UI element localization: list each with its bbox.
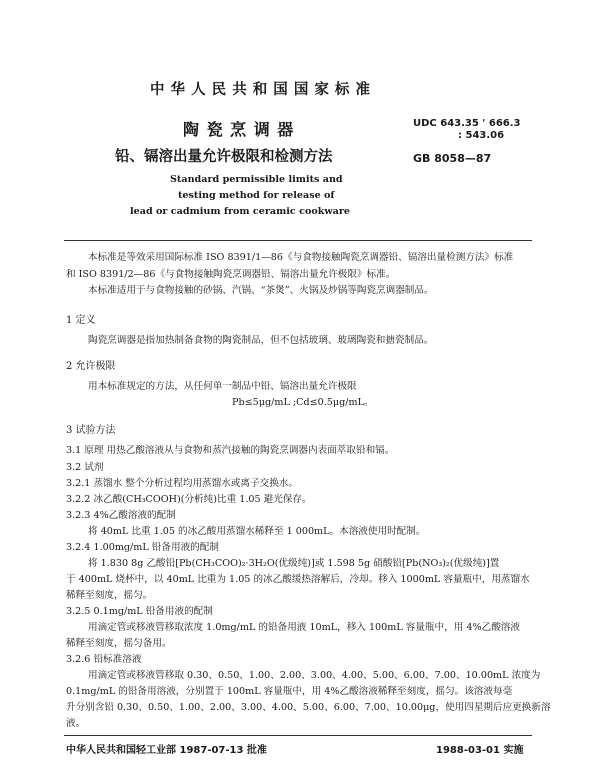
section-text: 用本标准规定的方法，从任何单一制品中铅、镉溶出量允许极限 bbox=[88, 381, 357, 392]
clause-text: 升分别含铅 0.30、0.50、1.00、2.00、3.00、4.00、5.00、6.00、7.00、10.00μg，使用四星期后应更换新溶 bbox=[66, 702, 551, 713]
clause-text: 于 400mL 烧杯中，以 40mL 比重为 1.05 的冰乙酸缓热溶解后，冷却。移入 1000mL 容量瓶中，用蒸馏水 bbox=[66, 574, 530, 585]
limit-formula: Pb≤5μg/mL ;Cd≤0.5μg/mL。 bbox=[232, 397, 374, 408]
clause-text: 稀释至刻度，摇匀。 bbox=[66, 590, 153, 601]
english-title-1: Standard permissible limits and bbox=[170, 174, 343, 185]
header-divider bbox=[64, 240, 532, 241]
approval-line: 中华人民共和国轻工业部 1987-07-13 批准 bbox=[66, 745, 267, 756]
clause-text: 液。 bbox=[66, 718, 86, 729]
clause-text: 将 40mL 比重 1.05 的冰乙酸用蒸馏水稀释至 1 000mL。本溶液使用时配制。 bbox=[88, 526, 426, 537]
intro-paragraph-line: 和 ISO 8391/2—86《与食物接触陶瓷烹调器铅、镉溶出量允许极限》标准。 bbox=[66, 269, 396, 280]
clause-text: 稀释至刻度，摇匀备用。 bbox=[66, 638, 172, 649]
section-heading: 3 试验方法 bbox=[66, 425, 116, 436]
clause-text: 0.1mg/mL 的铅备用溶液，分别置于 100mL 容量瓶中，用 4%乙酸溶液稀释至刻度，摇匀。该溶液每毫 bbox=[66, 686, 513, 697]
clause-text: 用滴定管或移液管移取 0.30、0.50、1.00、2.00、3.00、4.00、5.00、6.00、7.00、10.00mL 浓度为 bbox=[88, 670, 541, 681]
clause-3-2-6: 3.2.6 铅标准溶液 bbox=[66, 654, 142, 665]
section-text: 陶瓷烹调器是指加热制备食物的陶瓷制品，但不包括玻璃、玻璃陶瓷和搪瓷制品。 bbox=[88, 335, 434, 346]
clause-text: 将 1.830 8g 乙酸铅[Pb(CH₃COO)₂·3H₂O(优级纯)]或 1.598 5g 硝酸铅[Pb(NO₃)₂(优级纯)]置 bbox=[88, 558, 500, 569]
clause-3-2-4: 3.2.4 1.00mg/mL 铅备用液的配制 bbox=[66, 542, 219, 553]
english-title-2: testing method for release of bbox=[178, 190, 335, 201]
implementation-date: 1988-03-01 实施 bbox=[436, 745, 524, 756]
footer-divider bbox=[64, 735, 532, 736]
intro-paragraph-line: 本标准是等效采用国际标准 ISO 8391/1—86《与食物接触陶瓷烹调器铅、镉溶出量检测方法》标准 bbox=[88, 252, 514, 263]
document-subtitle: 铅、镉溶出量允许极限和检测方法 bbox=[115, 149, 333, 165]
clause-text: 用滴定管或移液管移取浓度 1.0mg/mL 的铅备用液 10mL，移入 100mL 容量瓶中，用 4%乙酸溶液 bbox=[88, 622, 520, 633]
scope-paragraph: 本标准适用于与食物接触的砂锅、汽锅、“茶煲”、火锅及炒锅等陶瓷烹调器制品。 bbox=[88, 285, 434, 296]
clause-3-2: 3.2 试剂 bbox=[66, 462, 104, 473]
section-heading: 2 允许极限 bbox=[66, 361, 116, 372]
clause-3-2-2: 3.2.2 冰乙酸(CH₃COOH)(分析纯)比重 1.05 避光保存。 bbox=[66, 494, 312, 505]
udc-code: UDC 643.35 ' 666.3 bbox=[413, 118, 521, 129]
gb-code: GB 8058—87 bbox=[413, 152, 492, 165]
clause-3-1: 3.1 原理 用热乙酸溶液从与食物和蒸汽接触的陶瓷烹调器内表面萃取铅和镉。 bbox=[66, 445, 395, 456]
section-heading: 1 定义 bbox=[66, 315, 96, 326]
clause-3-2-1: 3.2.1 蒸馏水 整个分析过程均用蒸馏水或离子交换水。 bbox=[66, 478, 298, 489]
english-title-3: lead or cadmium from ceramic cookware bbox=[130, 206, 351, 217]
udc-code-cont: : 543.06 bbox=[458, 130, 505, 141]
standard-authority: 中 华 人 民 共 和 国 国 家 标 准 bbox=[150, 82, 371, 98]
clause-3-2-5: 3.2.5 0.1mg/mL 铅备用液的配制 bbox=[66, 606, 213, 617]
document-title: 陶 瓷 烹 调 器 bbox=[183, 120, 295, 139]
clause-3-2-3: 3.2.3 4%乙酸溶液的配制 bbox=[66, 510, 176, 521]
